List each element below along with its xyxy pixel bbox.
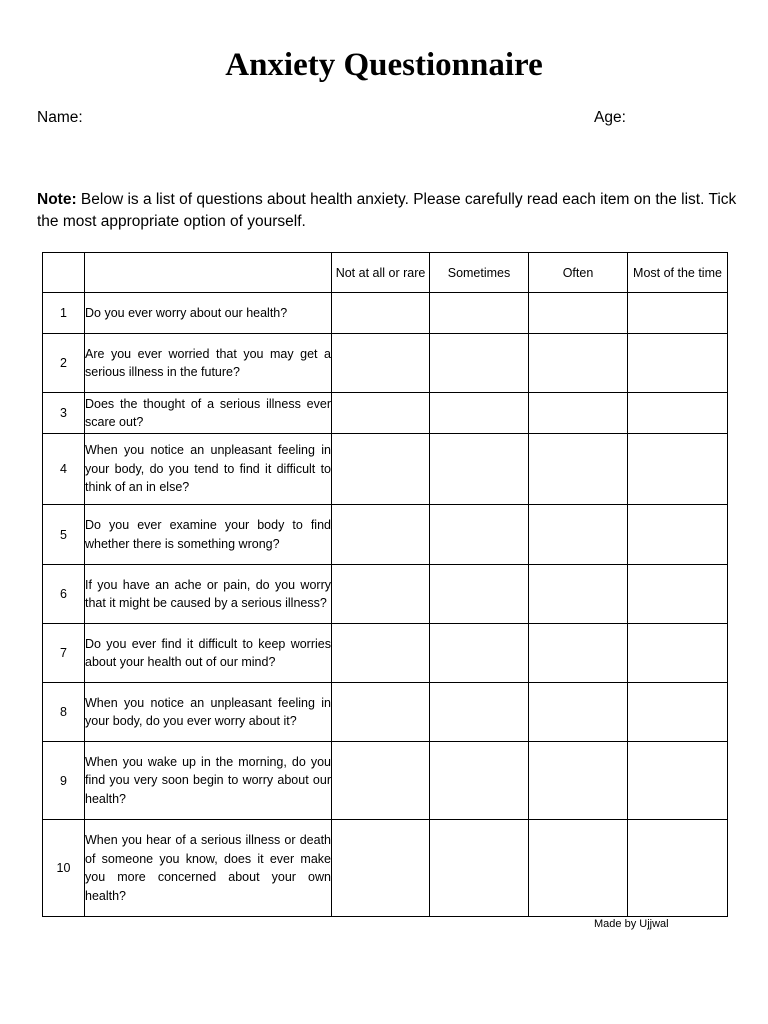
question-text: Do you ever examine your body to find whether there is something wrong? bbox=[85, 505, 332, 565]
answer-cell-most-of-the-time[interactable] bbox=[628, 434, 728, 505]
question-number: 5 bbox=[43, 505, 85, 565]
answer-cell-sometimes[interactable] bbox=[430, 334, 529, 393]
note-label: Note: bbox=[37, 191, 77, 208]
answer-cell-often[interactable] bbox=[529, 742, 628, 820]
table-row bbox=[43, 505, 728, 565]
answer-cell-most-of-the-time[interactable] bbox=[628, 334, 728, 393]
answer-cell-often[interactable] bbox=[529, 505, 628, 565]
header-most-of-the-time: Most of the time bbox=[628, 253, 728, 293]
question-text: When you notice an unpleasant feeling in your body, do you tend to find it difficult to think of an in else? bbox=[85, 434, 332, 505]
header-number bbox=[43, 253, 85, 293]
answer-cell-often[interactable] bbox=[529, 393, 628, 434]
table-row bbox=[43, 624, 728, 683]
table-row bbox=[43, 820, 728, 917]
answer-cell-sometimes[interactable] bbox=[430, 505, 529, 565]
age-label: Age: bbox=[594, 109, 626, 126]
answer-cell-not-at-all[interactable] bbox=[332, 742, 430, 820]
header-not-at-all: Not at all or rare bbox=[332, 253, 430, 293]
question-text: Are you ever worried that you may get a serious illness in the future? bbox=[85, 334, 332, 393]
question-number: 8 bbox=[43, 683, 85, 742]
answer-cell-not-at-all[interactable] bbox=[332, 434, 430, 505]
question-number: 1 bbox=[43, 293, 85, 334]
question-number: 9 bbox=[43, 742, 85, 820]
table-row bbox=[43, 434, 728, 505]
answer-cell-most-of-the-time[interactable] bbox=[628, 505, 728, 565]
answer-cell-sometimes[interactable] bbox=[430, 565, 529, 624]
table-row bbox=[43, 334, 728, 393]
answer-cell-most-of-the-time[interactable] bbox=[628, 624, 728, 683]
name-label: Name: bbox=[37, 109, 83, 126]
answer-cell-most-of-the-time[interactable] bbox=[628, 393, 728, 434]
answer-cell-most-of-the-time[interactable] bbox=[628, 293, 728, 334]
answer-cell-often[interactable] bbox=[529, 820, 628, 917]
table-row bbox=[43, 293, 728, 334]
questionnaire-table bbox=[42, 252, 728, 917]
question-number: 3 bbox=[43, 393, 85, 434]
header-sometimes: Sometimes bbox=[430, 253, 529, 293]
answer-cell-most-of-the-time[interactable] bbox=[628, 683, 728, 742]
question-text: When you notice an unpleasant feeling in your body, do you ever worry about it? bbox=[85, 683, 332, 742]
question-text: Does the thought of a serious illness ever scare out? bbox=[85, 393, 332, 434]
table-row bbox=[43, 393, 728, 434]
question-text: Do you ever find it difficult to keep worries about your health out of our mind? bbox=[85, 624, 332, 683]
answer-cell-sometimes[interactable] bbox=[430, 293, 529, 334]
answer-cell-not-at-all[interactable] bbox=[332, 393, 430, 434]
answer-cell-often[interactable] bbox=[529, 624, 628, 683]
answer-cell-most-of-the-time[interactable] bbox=[628, 565, 728, 624]
header-question bbox=[85, 253, 332, 293]
questions-body bbox=[43, 293, 728, 917]
answer-cell-often[interactable] bbox=[529, 334, 628, 393]
question-text: Do you ever worry about our health? bbox=[85, 293, 332, 334]
answer-cell-sometimes[interactable] bbox=[430, 683, 529, 742]
answer-cell-often[interactable] bbox=[529, 565, 628, 624]
answer-cell-not-at-all[interactable] bbox=[332, 505, 430, 565]
question-number: 7 bbox=[43, 624, 85, 683]
table-row bbox=[43, 565, 728, 624]
answer-cell-often[interactable] bbox=[529, 434, 628, 505]
question-text: When you wake up in the morning, do you find you very soon begin to worry about our health? bbox=[85, 742, 332, 820]
page-title: Anxiety Questionnaire bbox=[225, 47, 543, 83]
note-text: Below is a list of questions about health anxiety. Please carefully read each item on the list. Tick the most appropriate option of yourself. bbox=[37, 191, 737, 230]
answer-cell-sometimes[interactable] bbox=[430, 434, 529, 505]
answer-cell-not-at-all[interactable] bbox=[332, 624, 430, 683]
answer-cell-not-at-all[interactable] bbox=[332, 565, 430, 624]
answer-cell-sometimes[interactable] bbox=[430, 393, 529, 434]
table-row bbox=[43, 683, 728, 742]
answer-cell-sometimes[interactable] bbox=[430, 742, 529, 820]
answer-cell-not-at-all[interactable] bbox=[332, 334, 430, 393]
question-number: 6 bbox=[43, 565, 85, 624]
table-row bbox=[43, 742, 728, 820]
footer-credit: Made by Ujjwal bbox=[594, 918, 669, 930]
answer-cell-most-of-the-time[interactable] bbox=[628, 820, 728, 917]
instructions-note bbox=[37, 189, 737, 233]
answer-cell-often[interactable] bbox=[529, 293, 628, 334]
answer-cell-not-at-all[interactable] bbox=[332, 293, 430, 334]
answer-cell-not-at-all[interactable] bbox=[332, 820, 430, 917]
header-often: Often bbox=[529, 253, 628, 293]
question-text: If you have an ache or pain, do you worry that it might be caused by a serious illness? bbox=[85, 565, 332, 624]
question-text: When you hear of a serious illness or death of someone you know, does it ever make you more concerned about your own health? bbox=[85, 820, 332, 917]
answer-cell-sometimes[interactable] bbox=[430, 624, 529, 683]
question-number: 10 bbox=[43, 820, 85, 917]
question-number: 2 bbox=[43, 334, 85, 393]
question-number: 4 bbox=[43, 434, 85, 505]
answer-cell-sometimes[interactable] bbox=[430, 820, 529, 917]
answer-cell-often[interactable] bbox=[529, 683, 628, 742]
answer-cell-not-at-all[interactable] bbox=[332, 683, 430, 742]
table-header-row bbox=[43, 253, 728, 293]
answer-cell-most-of-the-time[interactable] bbox=[628, 742, 728, 820]
